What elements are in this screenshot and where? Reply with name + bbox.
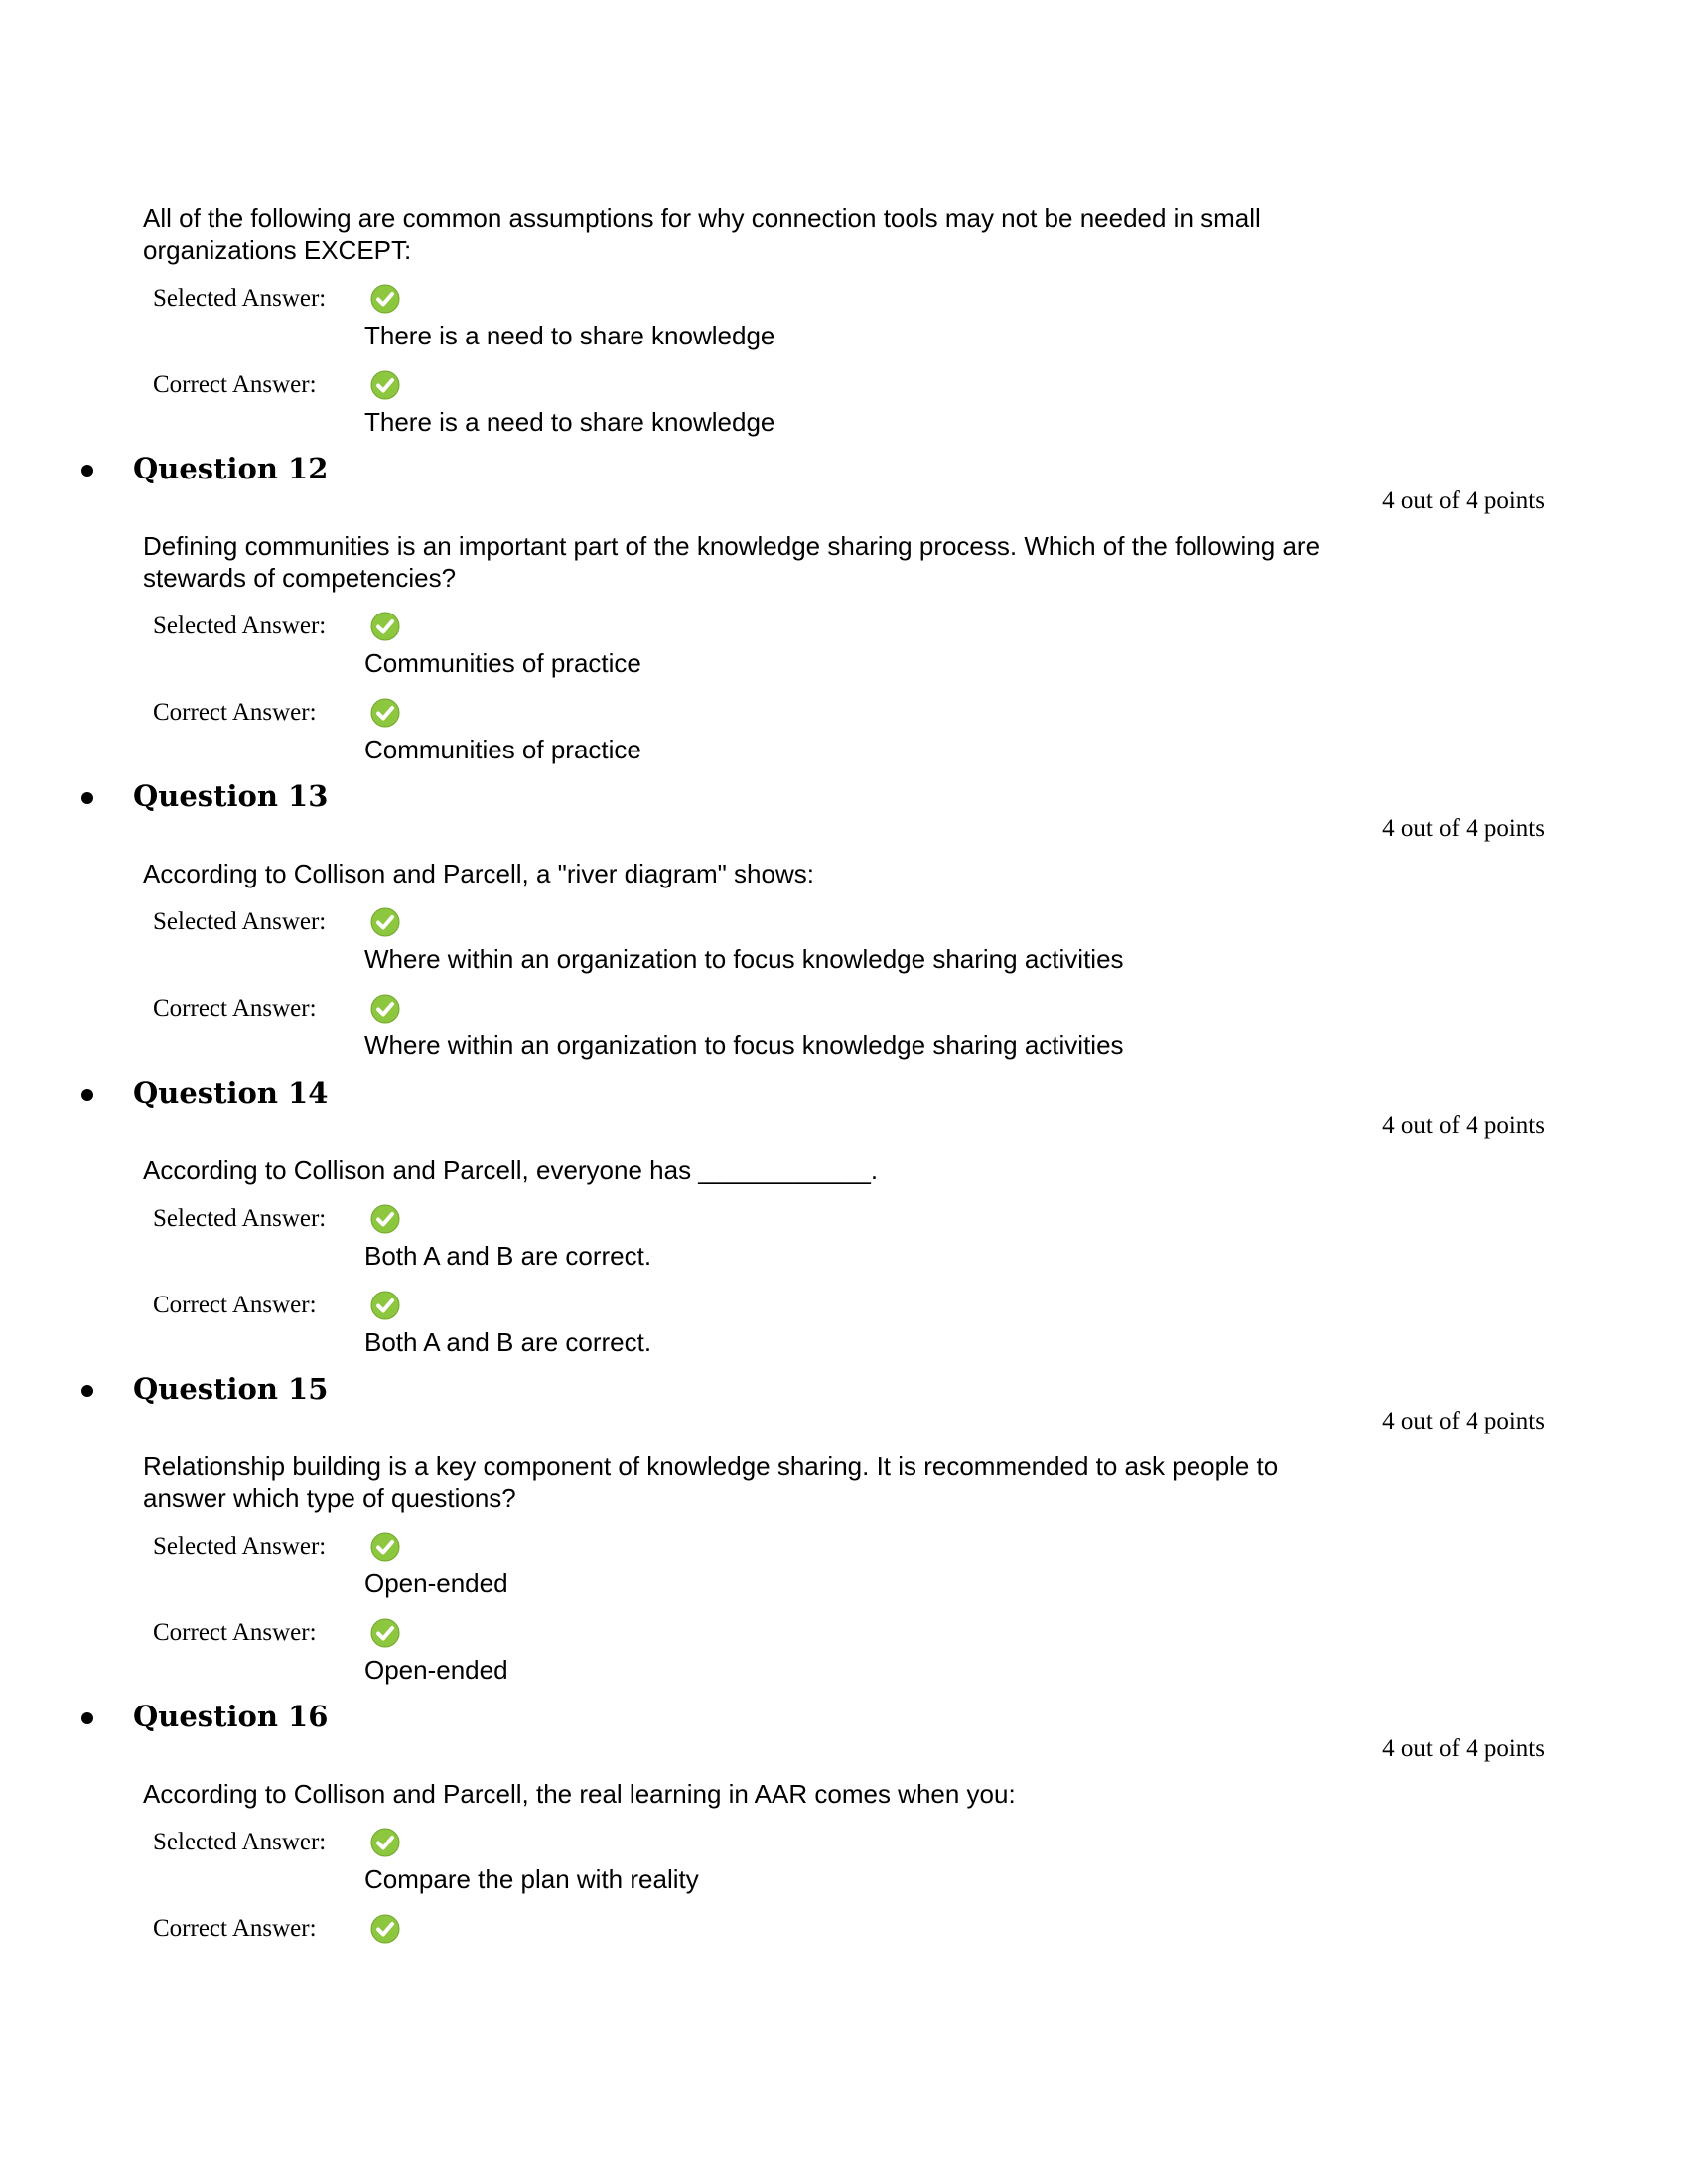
question-title: Question 13 — [133, 779, 329, 813]
points-score: 4 out of 4 points — [1382, 1112, 1545, 1139]
question-text: All of the following are common assumptions for why connection tools may not be needed in small organizations EXCEPT: — [143, 204, 1261, 265]
check-icon — [370, 284, 400, 314]
question-text: According to Collison and Parcell, the real learning in AAR comes when you: — [143, 1779, 1016, 1809]
bullet — [81, 465, 93, 477]
selected-answer-label: Selected Answer: — [153, 285, 327, 312]
check-icon — [370, 907, 400, 937]
correct-answer-text: Both A and B are correct. — [364, 1327, 652, 1357]
check-icon — [370, 1204, 400, 1234]
check-icon — [370, 612, 400, 641]
correct-answer-label: Correct Answer: — [153, 1292, 317, 1318]
question-title: Question 15 — [133, 1372, 329, 1406]
question-text: According to Collison and Parcell, a "river diagram" shows: — [143, 859, 814, 888]
check-icon — [370, 1914, 400, 1944]
question-text: According to Collison and Parcell, everyone has ____________. — [143, 1156, 879, 1185]
selected-answer-text: There is a need to share knowledge — [364, 321, 775, 350]
selected-answer-text: Communities of practice — [364, 648, 641, 678]
question-text: Defining communities is an important part of the knowledge sharing process. Which of the following are stewards of competencies? — [143, 531, 1321, 593]
selected-answer-text: Where within an organization to focus knowledge sharing activities — [364, 944, 1124, 974]
correct-answer-text: Communities of practice — [364, 735, 641, 764]
selected-answer-text: Compare the plan with reality — [364, 1864, 699, 1894]
check-icon — [370, 994, 400, 1024]
selected-answer-label: Selected Answer: — [153, 1533, 327, 1560]
bullet — [81, 792, 93, 804]
bullet — [81, 1089, 93, 1101]
question-text: Relationship building is a key component of knowledge sharing. It is recommended to ask people to answer which type of questions? — [143, 1451, 1279, 1513]
selected-answer-label: Selected Answer: — [153, 613, 327, 639]
correct-answer-text: Where within an organization to focus knowledge sharing activities — [364, 1030, 1124, 1060]
question-title: Question 16 — [133, 1700, 329, 1733]
correct-answer-label: Correct Answer: — [153, 1915, 317, 1942]
bullet — [81, 1712, 93, 1724]
correct-answer-text: Open-ended — [364, 1655, 508, 1685]
correct-answer-text: There is a need to share knowledge — [364, 407, 775, 437]
check-icon — [370, 1532, 400, 1562]
check-icon — [370, 698, 400, 728]
correct-answer-label: Correct Answer: — [153, 995, 317, 1022]
question-title: Question 12 — [133, 452, 329, 485]
selected-answer-label: Selected Answer: — [153, 908, 327, 935]
points-score: 4 out of 4 points — [1382, 487, 1545, 514]
correct-answer-label: Correct Answer: — [153, 699, 317, 726]
points-score: 4 out of 4 points — [1382, 1735, 1545, 1762]
bullet — [81, 1385, 93, 1397]
points-score: 4 out of 4 points — [1382, 1408, 1545, 1434]
selected-answer-text: Open-ended — [364, 1569, 508, 1598]
correct-answer-label: Correct Answer: — [153, 371, 317, 398]
selected-answer-label: Selected Answer: — [153, 1205, 327, 1232]
check-icon — [370, 1618, 400, 1648]
selected-answer-text: Both A and B are correct. — [364, 1241, 652, 1271]
correct-answer-label: Correct Answer: — [153, 1619, 317, 1646]
selected-answer-label: Selected Answer: — [153, 1829, 327, 1855]
check-icon — [370, 1828, 400, 1857]
check-icon — [370, 1291, 400, 1320]
question-title: Question 14 — [133, 1076, 329, 1110]
points-score: 4 out of 4 points — [1382, 815, 1545, 842]
check-icon — [370, 370, 400, 400]
